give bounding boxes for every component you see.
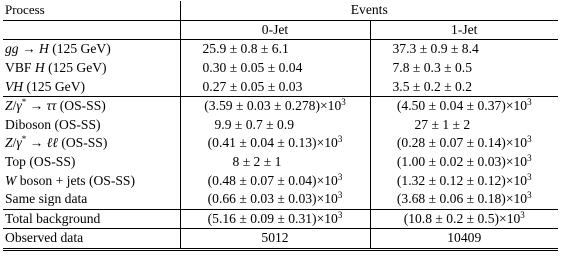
table-row xyxy=(3,171,558,190)
header-row-jets xyxy=(3,20,558,40)
jet1-cell: 10409 xyxy=(370,229,558,250)
jet1-cell: $(0.28 \pm 0.07 \pm 0.14)\times 10^3$ xyxy=(396,134,532,151)
table-row xyxy=(3,134,558,153)
process-cell: Total background xyxy=(3,209,180,229)
jet0-cell: 25.9 ± 0.8 ± 6.1 xyxy=(180,40,370,59)
jet0-cell: $(3.59 \pm 0.03 \pm 0.278)\times 10^3$ xyxy=(180,96,370,115)
jet0-cell: 9.9 ± 0.7 ± 0.9 xyxy=(180,116,370,135)
jet0-cell: $(5.16 \pm 0.09 \pm 0.31)\times 10^3$ xyxy=(180,209,370,229)
jet0-cell: 8 ± 2 ± 1 xyxy=(180,153,370,172)
jet0-cell: 0.30 ± 0.05 ± 0.04 xyxy=(180,59,370,78)
jet0-cell: $(0.48 \pm 0.07 \pm 0.04)\times 10^3$ xyxy=(180,171,370,190)
process-cell: Diboson (OS-SS) xyxy=(3,116,180,135)
process-cell: Same sign data xyxy=(3,190,180,209)
process-cell: Top (OS-SS) xyxy=(3,153,180,172)
jet1-cell: $(10.8 \pm 0.2 \pm 0.5)\times 10^3$ xyxy=(370,209,558,229)
jet0-cell: 0.27 ± 0.05 ± 0.03 xyxy=(180,77,370,96)
process-header-spacer xyxy=(3,20,180,40)
process-cell: Z/γ* → ττ (OS-SS) xyxy=(3,96,180,115)
jet1-header: 1-Jet xyxy=(370,20,558,40)
jet0-header: 0-Jet xyxy=(180,20,370,40)
process-header: Process xyxy=(3,1,180,20)
total-background-row xyxy=(3,209,558,229)
jet0-cell: $(0.66 \pm 0.03 \pm 0.03)\times 10^3$ xyxy=(180,190,370,209)
observed-data-row xyxy=(3,229,558,250)
jet1-cell: 37.3 ± 0.9 ± 8.4 xyxy=(392,41,479,57)
header-row-events xyxy=(3,1,558,20)
jet1-cell: $(4.50 \pm 0.04 \pm 0.37)\times 10^3$ xyxy=(396,97,532,114)
yields-table xyxy=(3,1,558,251)
jet1-cell: 7.8 ± 0.3 ± 0.5 xyxy=(392,60,472,76)
process-cell: VBF H (125 GeV) xyxy=(3,59,180,78)
process-cell: W boson + jets (OS-SS) xyxy=(3,171,180,190)
process-cell: gg → H (125 GeV) xyxy=(3,40,180,59)
process-cell: VH (125 GeV) xyxy=(3,77,180,96)
jet0-cell: $(0.41 \pm 0.04 \pm 0.13)\times 10^3$ xyxy=(180,134,370,153)
jet0-cell: 5012 xyxy=(180,229,370,250)
table-row xyxy=(3,77,558,96)
jet1-cell: 3.5 ± 0.2 ± 0.2 xyxy=(370,77,558,96)
jet1-cell: $(3.68 \pm 0.06 \pm 0.18)\times 10^3$ xyxy=(370,190,558,209)
table-row xyxy=(3,190,558,209)
table-row xyxy=(3,96,558,115)
jet1-cell: 27 ± 1 ± 2 xyxy=(414,116,471,132)
table-row xyxy=(3,116,558,135)
process-cell: Z/γ* → ℓℓ (OS-SS) xyxy=(3,134,180,153)
table-row xyxy=(3,40,558,59)
table-row xyxy=(3,59,558,78)
jet1-cell: $(1.32 \pm 0.12 \pm 0.12)\times 10^3$ xyxy=(396,171,532,188)
table-row xyxy=(3,153,558,172)
events-header: Events xyxy=(180,1,558,20)
jet1-cell: $(1.00 \pm 0.02 \pm 0.03)\times 10^3$ xyxy=(396,153,532,170)
process-cell: Observed data xyxy=(3,229,180,250)
